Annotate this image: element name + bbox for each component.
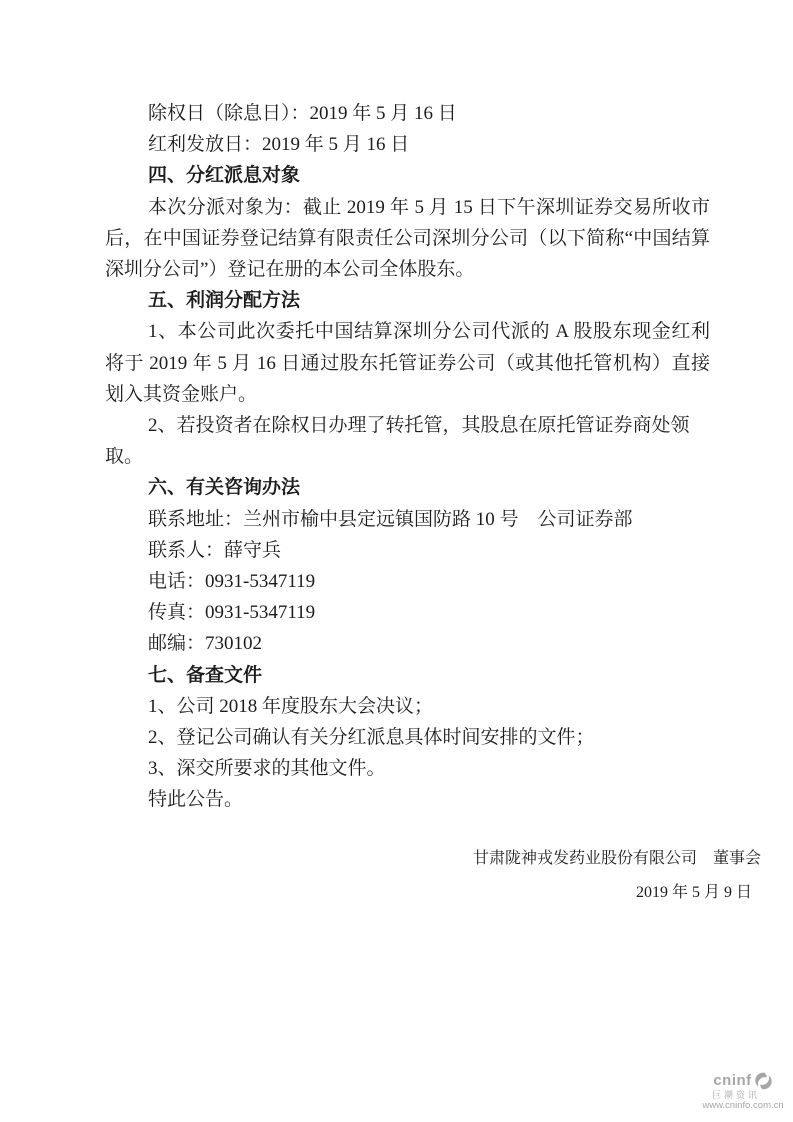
document-line: 红利发放日：2019 年 5 月 16 日 (148, 134, 410, 156)
document-line: 除权日（除息日）：2019 年 5 月 16 日 (148, 103, 457, 124)
document-line: 2、登记公司确认有关分红派息具体时间安排的文件； (148, 727, 595, 749)
document-line: 传真：0931-5347119 (148, 602, 316, 624)
signature-block (0, 842, 793, 910)
document-line: 电话：0931-5347119 (148, 571, 316, 593)
cninfo-url: www.cninfo.com.cn (702, 1100, 784, 1112)
cninfo-logo-row (697, 1072, 789, 1090)
document-line: 邮编：730102 (148, 633, 263, 655)
document-line: 2、若投资者在除权日办理了转托管，其股息在原托管证券商处领取。 (105, 415, 690, 468)
signature-date: 2019 年 5 月 9 日 (635, 883, 752, 901)
signature-company: 甘肃陇神戎发药业股份有限公司 董事会 (472, 849, 761, 867)
document-line: 本次分派对象为：截止 2019 年 5 月 15 日下午深圳证券交易所收市后，在中国证券登记结算有限责任公司深圳分公司（以下简称“中国结算深圳分公司”）登记在册的本公司全体股东。 (105, 196, 710, 281)
section-heading: 七、备查文件 (148, 664, 263, 686)
document-line: 1、公司 2018 年度股东大会决议； (148, 695, 434, 717)
cninfo-swirl-icon (754, 1072, 773, 1090)
document-line: 特此公告。 (148, 789, 244, 811)
cninfo-watermark (697, 1072, 789, 1112)
document-line: 1、本公司此次委托中国结算深圳分公司代派的 A 股股东现金红利将于 2019 年 5 月 16 日通过股东托管证券公司（或其他托管机构）直接划入其资金账户。 (105, 321, 710, 405)
section-heading: 四、分红派息对象 (148, 165, 301, 187)
cninfo-site-name: 巨潮资讯 (711, 1089, 760, 1100)
section-heading: 五、利润分配方法 (148, 290, 301, 312)
section-heading: 六、有关咨询办法 (148, 477, 301, 499)
document-line: 联系地址：兰州市榆中县定远镇国防路 10 号 公司证券部 (148, 508, 633, 530)
document-line: 联系人：薛守兵 (148, 539, 282, 561)
cninfo-logo-text: cninf (713, 1072, 752, 1090)
document-line: 3、深交所要求的其他文件。 (148, 758, 386, 780)
